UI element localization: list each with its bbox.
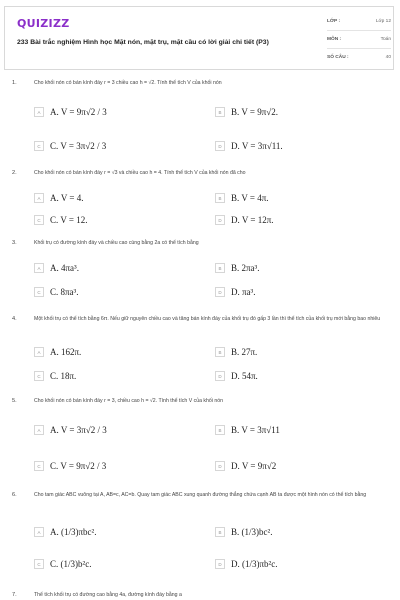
question-text: Cho tam giác ABC vuông tại A, AB=c, AC=b. Quay tam giác ABC xung quanh đường thẳng chứa cạnh AB ta được một hình nón có thể tích bằng xyxy=(34,492,367,498)
question-text: Một khối trụ có thể tích bằng 6π. Nếu giữ nguyên chiều cao và tăng bán kính đáy của khối trụ đó gấp 3 lần thì thể tích của khối trụ mới bằng bao nhiêu xyxy=(34,316,381,322)
option-badge: A xyxy=(34,425,44,435)
option-badge: B xyxy=(215,527,225,537)
question-text: Cho khối nón có bán kính đáy r = 3, chiều cao h = √2. Tính thể tích V của khối nón xyxy=(34,398,224,404)
option-badge: B xyxy=(215,425,225,435)
meta-key: MÔN : xyxy=(327,37,342,42)
option-badge: C xyxy=(34,215,44,225)
option-badge: B xyxy=(215,107,225,117)
option-text: B. (1/3)bc². xyxy=(231,527,273,537)
meta-row-count xyxy=(327,49,391,66)
option-text: C. 18π. xyxy=(50,371,77,381)
option-text: B. 2πa³. xyxy=(231,263,260,273)
option-d[interactable] xyxy=(215,370,258,382)
option-c[interactable] xyxy=(34,214,88,226)
option-badge: A xyxy=(34,527,44,537)
option-text: D. πa³. xyxy=(231,287,256,297)
option-badge: B xyxy=(215,347,225,357)
option-text: A. V = 3π√2 / 3 xyxy=(50,425,107,435)
option-badge: C xyxy=(34,287,44,297)
option-d[interactable] xyxy=(215,286,256,298)
page-title: 233 Bài trắc nghiệm Hình học Mặt nón, mặt trụ, mặt cầu có lời giải chi tiết (P3) xyxy=(17,39,269,46)
question-text: Cho khối nón có bán kính đáy r = 3 chiều cao h = √2. Tính thể tích V của khối nón xyxy=(34,80,222,86)
meta-value: 40 xyxy=(385,55,391,60)
option-text: D. 54π. xyxy=(231,371,258,381)
question-text: Thể tích khối trụ có đường cao bằng 4a, đường kính đáy bằng a xyxy=(34,592,182,598)
option-badge: D xyxy=(215,371,225,381)
option-badge: D xyxy=(215,559,225,569)
option-text: C. V = 3π√2 / 3 xyxy=(50,141,107,151)
option-d[interactable] xyxy=(215,460,276,472)
meta-row-subject xyxy=(327,31,391,49)
option-a[interactable] xyxy=(34,192,84,204)
option-badge: A xyxy=(34,263,44,273)
option-c[interactable] xyxy=(34,558,91,570)
meta-key: LỚP : xyxy=(327,19,341,24)
option-text: C. V = 9π√2 / 3 xyxy=(50,461,107,471)
option-badge: C xyxy=(34,141,44,151)
option-text: A. 162π. xyxy=(50,347,82,357)
option-c[interactable] xyxy=(34,140,106,152)
option-badge: B xyxy=(215,193,225,203)
option-d[interactable] xyxy=(215,558,277,570)
option-badge: C xyxy=(34,559,44,569)
option-b[interactable] xyxy=(215,526,272,538)
option-text: C. 8πa³. xyxy=(50,287,79,297)
option-b[interactable] xyxy=(215,424,280,436)
option-a[interactable] xyxy=(34,106,107,118)
option-text: C. (1/3)b²c. xyxy=(50,559,92,569)
option-badge: D xyxy=(215,141,225,151)
option-text: B. V = 3π√11 xyxy=(231,425,280,435)
question-number: 3. xyxy=(12,240,17,246)
option-b[interactable] xyxy=(215,106,278,118)
option-a[interactable] xyxy=(34,346,81,358)
option-badge: A xyxy=(34,107,44,117)
question-number: 1. xyxy=(12,80,17,86)
question-number: 2. xyxy=(12,170,17,176)
option-d[interactable] xyxy=(215,140,283,152)
option-badge: D xyxy=(215,461,225,471)
meta-table xyxy=(327,13,391,66)
option-a[interactable] xyxy=(34,526,96,538)
option-badge: C xyxy=(34,371,44,381)
meta-key: SỐ CÂU : xyxy=(327,55,349,60)
option-text: B. V = 4π. xyxy=(231,193,269,203)
option-c[interactable] xyxy=(34,286,79,298)
option-d[interactable] xyxy=(215,214,274,226)
worksheet-header xyxy=(4,6,394,70)
question-number: 5. xyxy=(12,398,17,404)
option-text: B. V = 9π√2. xyxy=(231,107,278,117)
option-text: A. 4πa³. xyxy=(50,263,79,273)
option-text: D. V = 9π√2 xyxy=(231,461,277,471)
option-c[interactable] xyxy=(34,370,76,382)
option-text: D. V = 3π√11. xyxy=(231,141,283,151)
option-text: D. V = 12π. xyxy=(231,215,274,225)
meta-value: Toán xyxy=(380,37,391,42)
option-b[interactable] xyxy=(215,192,269,204)
option-a[interactable] xyxy=(34,262,79,274)
question-number: 7. xyxy=(12,592,17,598)
option-badge: D xyxy=(215,287,225,297)
option-c[interactable] xyxy=(34,460,106,472)
option-text: C. V = 12. xyxy=(50,215,88,225)
option-badge: A xyxy=(34,193,44,203)
question-text: Khối trụ có đường kính đáy và chiều cao cùng bằng 2a có thể tích bằng xyxy=(34,240,199,246)
meta-value: Lớp 12 xyxy=(375,19,391,24)
meta-row-class xyxy=(327,13,391,31)
question-number: 4. xyxy=(12,316,17,322)
option-text: A. V = 9π√2 / 3 xyxy=(50,107,107,117)
question-number: 6. xyxy=(12,492,17,498)
option-text: B. 27π. xyxy=(231,347,258,357)
option-a[interactable] xyxy=(34,424,107,436)
option-badge: C xyxy=(34,461,44,471)
quizizz-logo: QUIZIZZ xyxy=(17,17,70,30)
option-badge: B xyxy=(215,263,225,273)
option-text: A. (1/3)πbc². xyxy=(50,527,97,537)
option-badge: A xyxy=(34,347,44,357)
option-b[interactable] xyxy=(215,262,260,274)
option-text: D. (1/3)πb²c. xyxy=(231,559,278,569)
option-text: A. V = 4. xyxy=(50,193,84,203)
option-badge: D xyxy=(215,215,225,225)
question-text: Cho khối nón có bán kính đáy r = √3 và chiều cao h = 4. Tính thể tích V của khối nón đã cho xyxy=(34,170,246,176)
option-b[interactable] xyxy=(215,346,257,358)
